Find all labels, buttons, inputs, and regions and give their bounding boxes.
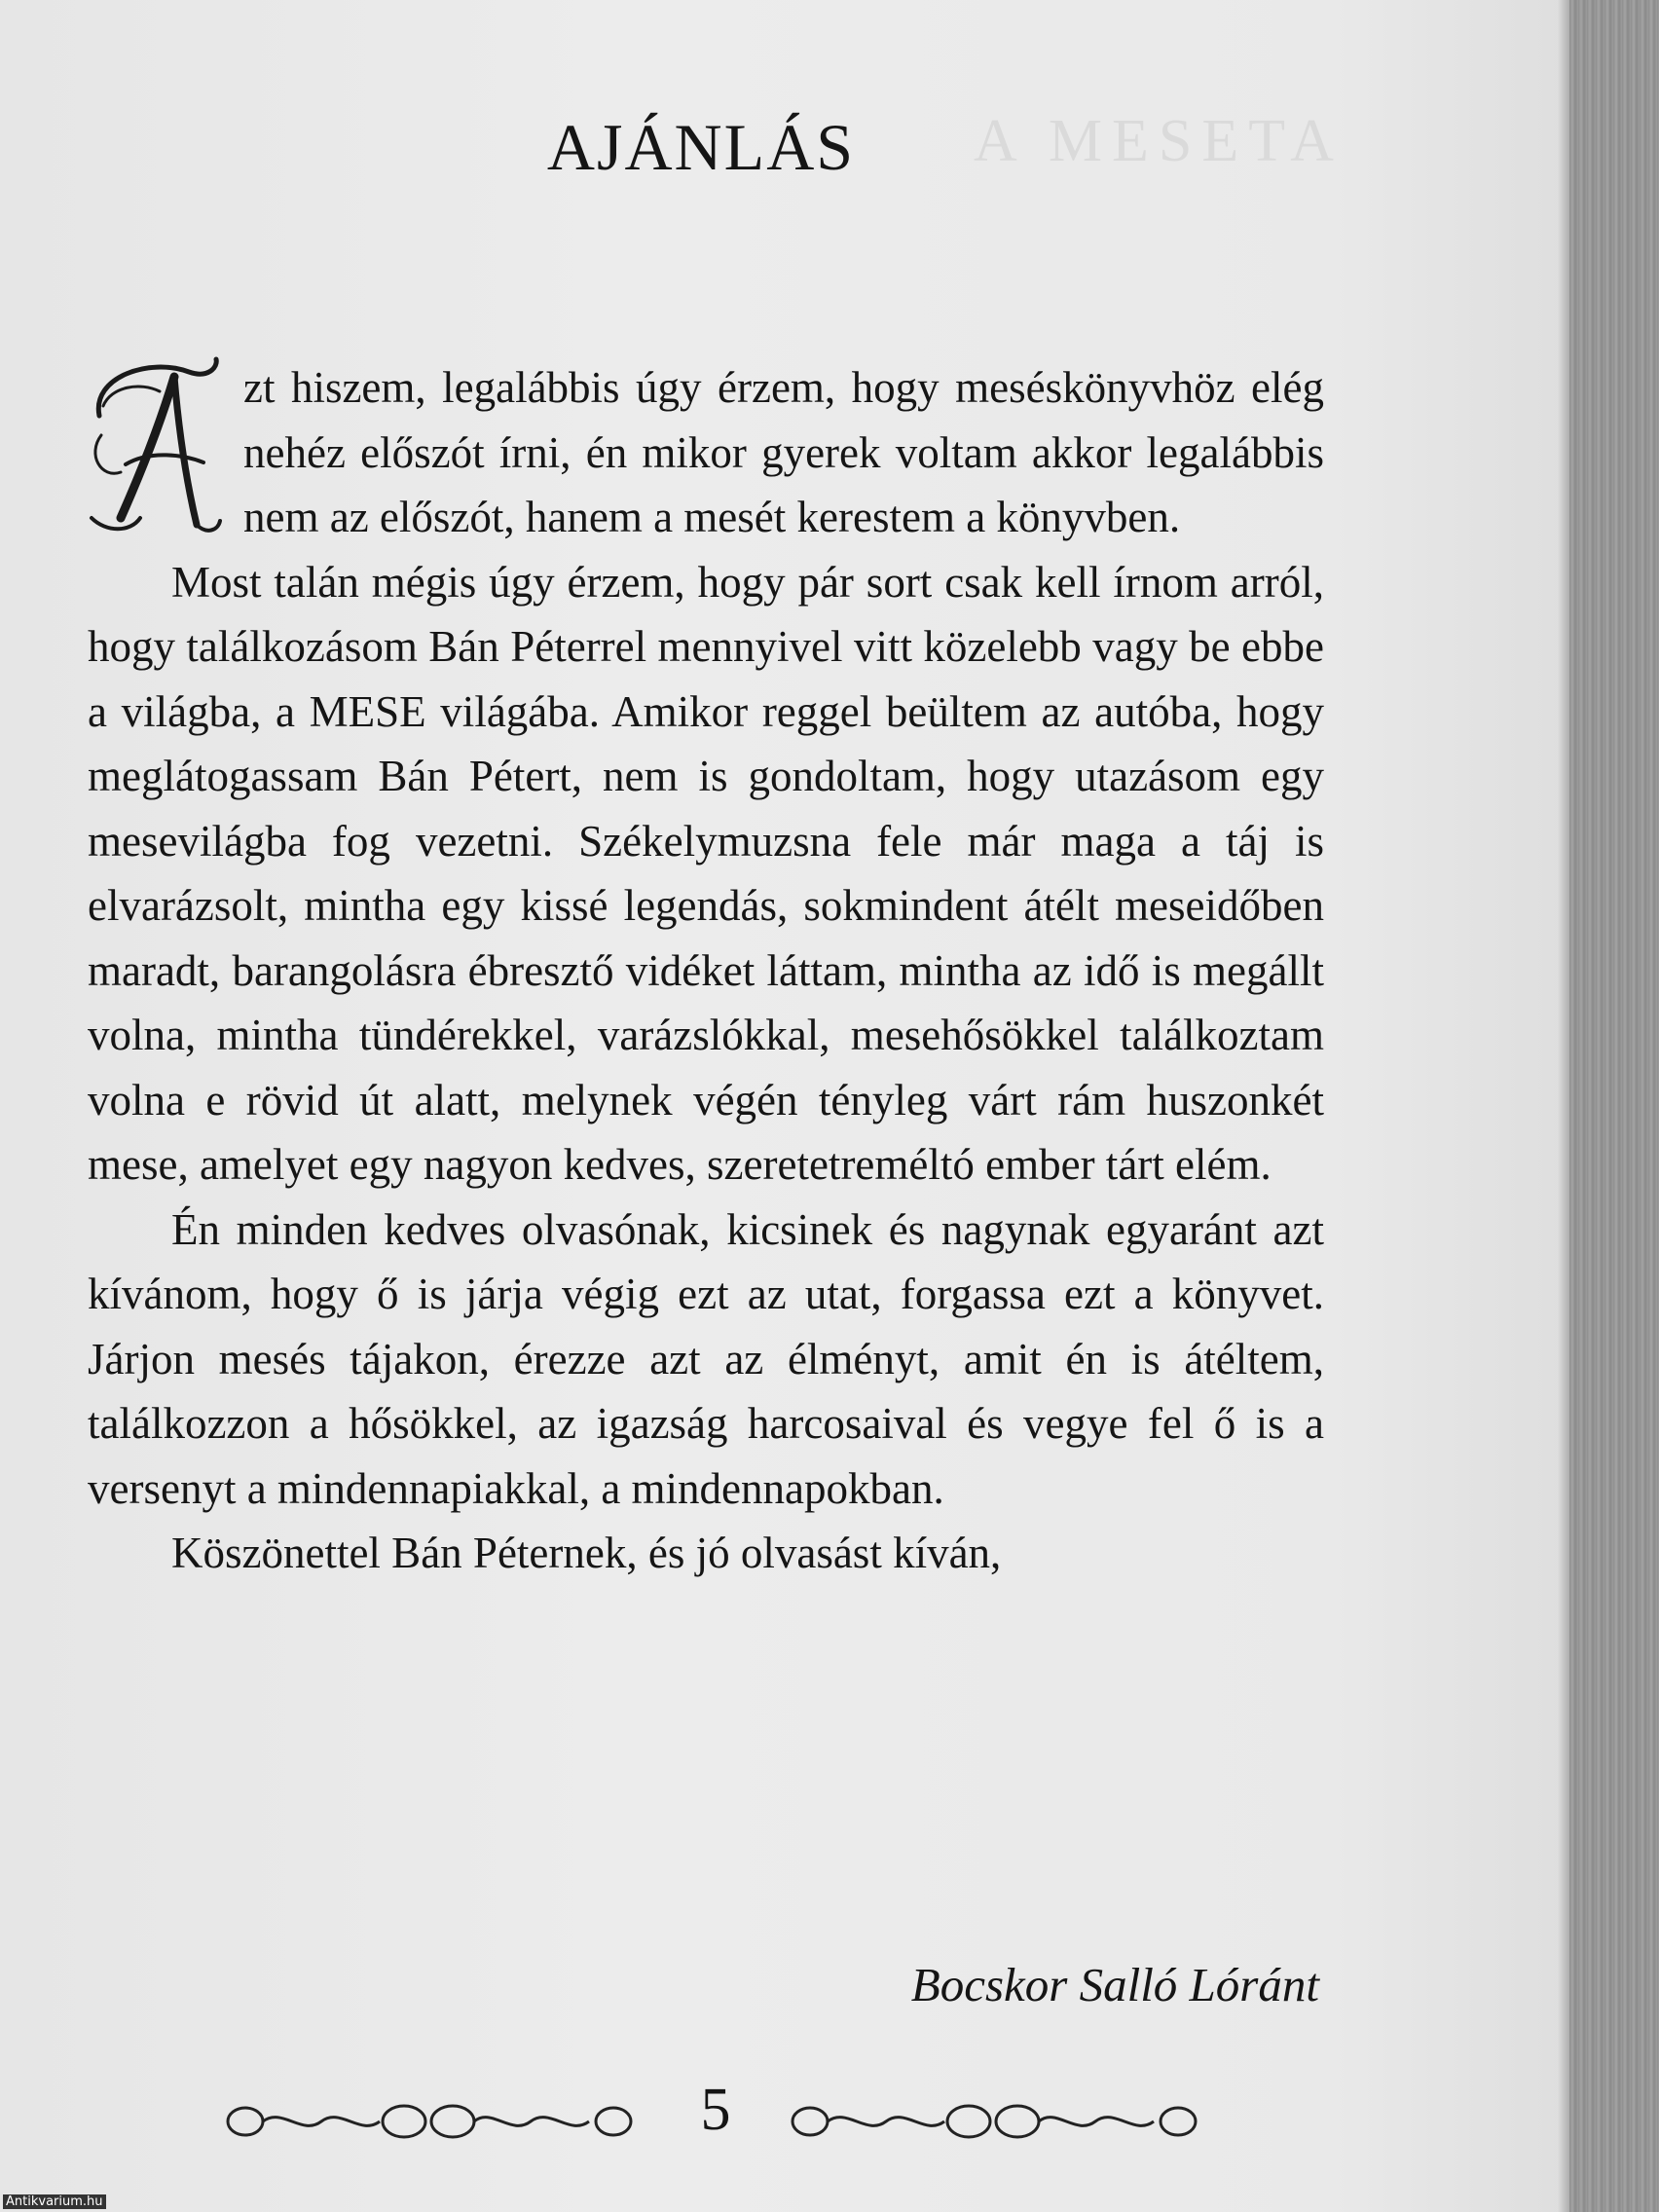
swirl-ornament-right-icon [789, 2093, 1207, 2150]
paragraph-1-text: zt hiszem, legalábbis úgy érzem, hogy meséskönyvhöz elég nehéz előszót írni, én mikor gyerek voltam akkor legalábbis nem az előszót, hanem a mesét kerestem a könyvben. [243, 363, 1324, 541]
paragraph-3: Én minden kedves olvasónak, kicsinek és nagynak egyaránt azt kívánom, hogy ő is járja végig ezt az utat, forgassa ezt a könyvet. Járjon mesés tájakon, érezze azt az élményt, amit én is átéltem, találkozzon a hősökkel, az igazság harcosaival és vegye fel ő is a versenyt a mindennapiakkal, a mindennapokban. [88, 1204, 1324, 1513]
signature: Bocskor Salló Lóránt [910, 1958, 1319, 2011]
book-page-edges [1569, 0, 1659, 2212]
ornate-letter-a-icon [82, 348, 228, 542]
swirl-ornament-left-icon [224, 2093, 643, 2150]
paragraph-4: Köszönettel Bán Péternek, és jó olvasást kíván, [171, 1529, 1002, 1577]
paragraph-2: Most talán mégis úgy érzem, hogy pár sort csak kell írnom arról, hogy találkozásom Bán Péterrel mennyivel vitt közelebb vagy be ebbe a világba, a MESE világába. Amikor reggel beültem az autóba, hogy meglátogassam Bán Pétert, nem is gondoltam, hogy utazásom egy mesevilágba fog vezetni. Székelymuzsna fele már maga a táj is elvarázsolt, mintha egy kissé legendás, sokmindent átélt meseidőben maradt, barangolásra ébresztő vidéket láttam, mintha az idő is megállt volna, mintha tündérekkel, varázslókkal, mesehősökkel találkoztam volna e rövid út alatt, melynek végén tényleg várt rám huszonkét mese, amelyet egy nagyon kedves, szeretetreméltó ember tárt elém. [88, 557, 1324, 1189]
dropcap-letter: A [82, 348, 83, 349]
page-number: 5 [700, 2077, 731, 2143]
page-title: AJÁNLÁS [546, 110, 856, 184]
site-watermark: Antikvarium.hu [3, 2194, 106, 2209]
page-footer [224, 2076, 1207, 2163]
paragraph-1 [82, 348, 1324, 550]
bleed-through-heading: A MESETA [974, 108, 1344, 174]
body-text [82, 348, 1324, 1586]
